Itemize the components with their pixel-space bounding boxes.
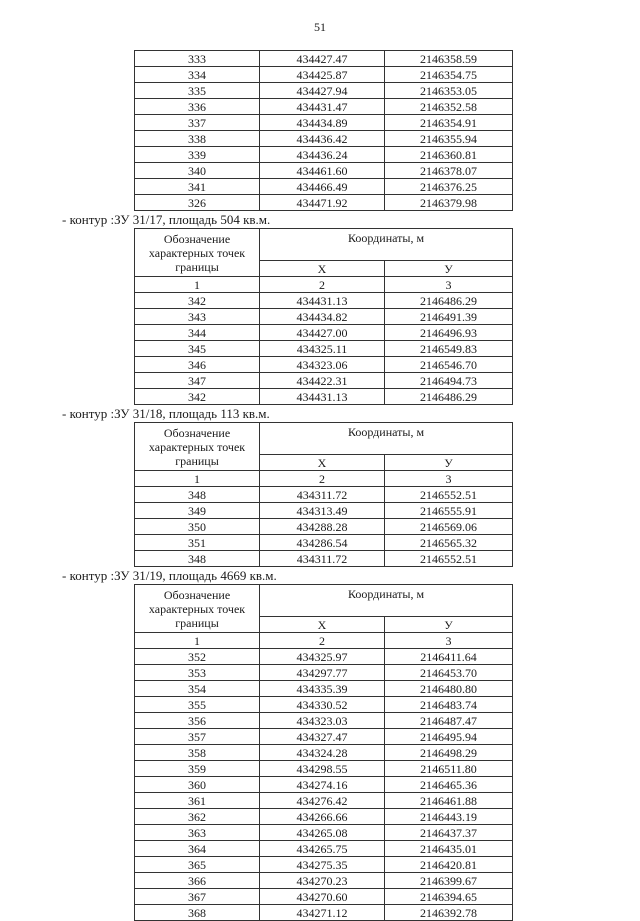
x-coordinate-cell: 434297.77 (260, 665, 385, 681)
y-coordinate-cell: 2146399.67 (385, 873, 513, 889)
x-coordinate-cell: 434434.82 (260, 309, 385, 325)
point-number-cell: 346 (135, 357, 260, 373)
table-row (135, 681, 513, 697)
table-row (135, 341, 513, 357)
table-row (135, 519, 513, 535)
table-row (135, 777, 513, 793)
coordinates-header: Координаты, м (260, 423, 513, 455)
table-row (135, 293, 513, 309)
x-coordinate-cell: 434471.92 (260, 195, 385, 211)
point-number-cell: 366 (135, 873, 260, 889)
designation-header: Обозначение характерных точек границы (135, 423, 260, 471)
y-coordinate-cell: 2146465.36 (385, 777, 513, 793)
point-number-cell: 334 (135, 67, 260, 83)
designation-header: Обозначение характерных точек границы (135, 229, 260, 277)
x-coordinate-cell: 434275.35 (260, 857, 385, 873)
y-header: У (385, 261, 513, 277)
table-row (135, 697, 513, 713)
point-number-cell: 347 (135, 373, 260, 389)
x-coordinate-cell: 434324.28 (260, 745, 385, 761)
point-number-cell: 348 (135, 487, 260, 503)
point-number-cell: 352 (135, 649, 260, 665)
contour-heading: - контур :ЗУ 31/17, площадь 504 кв.м. (62, 212, 271, 227)
x-coordinate-cell: 434286.54 (260, 535, 385, 551)
column-number: 2 (260, 633, 385, 649)
x-coordinate-cell: 434461.60 (260, 163, 385, 179)
table-row (135, 825, 513, 841)
y-coordinate-cell: 2146376.25 (385, 179, 513, 195)
coordinates-table (134, 228, 513, 405)
x-coordinate-cell: 434288.28 (260, 519, 385, 535)
point-number-cell: 343 (135, 309, 260, 325)
y-coordinate-cell: 2146483.74 (385, 697, 513, 713)
table-row (135, 195, 513, 211)
y-coordinate-cell: 2146394.65 (385, 889, 513, 905)
table-row (135, 729, 513, 745)
table-row (135, 809, 513, 825)
x-coordinate-cell: 434436.24 (260, 147, 385, 163)
x-coordinate-cell: 434436.42 (260, 131, 385, 147)
coordinates-table-continued (134, 50, 513, 211)
table-row (135, 841, 513, 857)
table-row (135, 99, 513, 115)
table-header-row (135, 423, 513, 455)
table-row (135, 889, 513, 905)
table-row (135, 179, 513, 195)
point-number-cell: 326 (135, 195, 260, 211)
column-number-row (135, 471, 513, 487)
table-row (135, 761, 513, 777)
y-coordinate-cell: 2146549.83 (385, 341, 513, 357)
x-coordinate-cell: 434434.89 (260, 115, 385, 131)
table-row (135, 131, 513, 147)
table-row (135, 309, 513, 325)
x-coordinate-cell: 434323.03 (260, 713, 385, 729)
y-coordinate-cell: 2146486.29 (385, 389, 513, 405)
column-number: 2 (260, 277, 385, 293)
x-coordinate-cell: 434327.47 (260, 729, 385, 745)
y-coordinate-cell: 2146352.58 (385, 99, 513, 115)
table-row (135, 357, 513, 373)
x-coordinate-cell: 434335.39 (260, 681, 385, 697)
table-row (135, 665, 513, 681)
x-coordinate-cell: 434265.08 (260, 825, 385, 841)
point-number-cell: 365 (135, 857, 260, 873)
page-number: 51 (314, 20, 326, 34)
point-number-cell: 350 (135, 519, 260, 535)
x-coordinate-cell: 434266.66 (260, 809, 385, 825)
y-coordinate-cell: 2146569.06 (385, 519, 513, 535)
y-coordinate-cell: 2146461.88 (385, 793, 513, 809)
table-row (135, 51, 513, 67)
y-coordinate-cell: 2146420.81 (385, 857, 513, 873)
y-coordinate-cell: 2146511.80 (385, 761, 513, 777)
point-number-cell: 363 (135, 825, 260, 841)
point-number-cell: 362 (135, 809, 260, 825)
x-header: X (260, 455, 385, 471)
point-number-cell: 364 (135, 841, 260, 857)
contour-heading: - контур :ЗУ 31/19, площадь 4669 кв.м. (62, 568, 277, 583)
point-number-cell: 358 (135, 745, 260, 761)
point-number-cell: 355 (135, 697, 260, 713)
y-coordinate-cell: 2146435.01 (385, 841, 513, 857)
column-number-row (135, 633, 513, 649)
point-number-cell: 342 (135, 389, 260, 405)
point-number-cell: 335 (135, 83, 260, 99)
point-number-cell: 359 (135, 761, 260, 777)
point-number-cell: 368 (135, 905, 260, 921)
x-coordinate-cell: 434325.97 (260, 649, 385, 665)
y-coordinate-cell: 2146360.81 (385, 147, 513, 163)
table-row (135, 389, 513, 405)
table-row (135, 793, 513, 809)
x-coordinate-cell: 434323.06 (260, 357, 385, 373)
table-row (135, 83, 513, 99)
point-number-cell: 345 (135, 341, 260, 357)
point-number-cell: 367 (135, 889, 260, 905)
table-row (135, 745, 513, 761)
table-header-row (135, 229, 513, 261)
y-coordinate-cell: 2146355.94 (385, 131, 513, 147)
table-row (135, 325, 513, 341)
column-number: 1 (135, 277, 260, 293)
y-coordinate-cell: 2146379.98 (385, 195, 513, 211)
column-number: 1 (135, 471, 260, 487)
x-header: X (260, 261, 385, 277)
point-number-cell: 337 (135, 115, 260, 131)
y-coordinate-cell: 2146378.07 (385, 163, 513, 179)
point-number-cell: 360 (135, 777, 260, 793)
table-row (135, 713, 513, 729)
point-number-cell: 339 (135, 147, 260, 163)
x-header: X (260, 617, 385, 633)
y-coordinate-cell: 2146354.91 (385, 115, 513, 131)
table-row (135, 373, 513, 389)
y-coordinate-cell: 2146494.73 (385, 373, 513, 389)
column-number-row (135, 277, 513, 293)
x-coordinate-cell: 434311.72 (260, 551, 385, 567)
y-coordinate-cell: 2146565.32 (385, 535, 513, 551)
y-coordinate-cell: 2146392.78 (385, 905, 513, 921)
designation-header: Обозначение характерных точек границы (135, 585, 260, 633)
y-coordinate-cell: 2146546.70 (385, 357, 513, 373)
table-row (135, 551, 513, 567)
y-coordinate-cell: 2146354.75 (385, 67, 513, 83)
y-coordinate-cell: 2146552.51 (385, 551, 513, 567)
table-row (135, 67, 513, 83)
table-row (135, 503, 513, 519)
point-number-cell: 353 (135, 665, 260, 681)
y-header: У (385, 455, 513, 471)
table-row (135, 535, 513, 551)
x-coordinate-cell: 434325.11 (260, 341, 385, 357)
y-coordinate-cell: 2146495.94 (385, 729, 513, 745)
point-number-cell: 338 (135, 131, 260, 147)
point-number-cell: 333 (135, 51, 260, 67)
y-coordinate-cell: 2146496.93 (385, 325, 513, 341)
x-coordinate-cell: 434265.75 (260, 841, 385, 857)
x-coordinate-cell: 434271.12 (260, 905, 385, 921)
column-number: 3 (385, 277, 513, 293)
table-row (135, 873, 513, 889)
x-coordinate-cell: 434431.13 (260, 389, 385, 405)
x-coordinate-cell: 434422.31 (260, 373, 385, 389)
y-coordinate-cell: 2146437.37 (385, 825, 513, 841)
coordinates-table (134, 584, 513, 921)
y-coordinate-cell: 2146358.59 (385, 51, 513, 67)
x-coordinate-cell: 434311.72 (260, 487, 385, 503)
x-coordinate-cell: 434313.49 (260, 503, 385, 519)
table-row (135, 115, 513, 131)
document-body (0, 50, 640, 921)
point-number-cell: 342 (135, 293, 260, 309)
point-number-cell: 348 (135, 551, 260, 567)
column-number: 3 (385, 471, 513, 487)
x-coordinate-cell: 434276.42 (260, 793, 385, 809)
table-header-row (135, 585, 513, 617)
contour-heading: - контур :ЗУ 31/18, площадь 113 кв.м. (62, 406, 270, 421)
coordinates-header: Координаты, м (260, 229, 513, 261)
x-coordinate-cell: 434330.52 (260, 697, 385, 713)
y-coordinate-cell: 2146443.19 (385, 809, 513, 825)
point-number-cell: 356 (135, 713, 260, 729)
point-number-cell: 341 (135, 179, 260, 195)
column-number: 2 (260, 471, 385, 487)
coordinates-header: Координаты, м (260, 585, 513, 617)
x-coordinate-cell: 434431.13 (260, 293, 385, 309)
x-coordinate-cell: 434270.23 (260, 873, 385, 889)
table-row (135, 905, 513, 921)
y-coordinate-cell: 2146353.05 (385, 83, 513, 99)
x-coordinate-cell: 434427.94 (260, 83, 385, 99)
y-header: У (385, 617, 513, 633)
point-number-cell: 344 (135, 325, 260, 341)
x-coordinate-cell: 434425.87 (260, 67, 385, 83)
point-number-cell: 354 (135, 681, 260, 697)
column-number: 3 (385, 633, 513, 649)
y-coordinate-cell: 2146491.39 (385, 309, 513, 325)
x-coordinate-cell: 434427.00 (260, 325, 385, 341)
table-row (135, 649, 513, 665)
x-coordinate-cell: 434427.47 (260, 51, 385, 67)
x-coordinate-cell: 434298.55 (260, 761, 385, 777)
y-coordinate-cell: 2146498.29 (385, 745, 513, 761)
table-row (135, 857, 513, 873)
table-row (135, 163, 513, 179)
y-coordinate-cell: 2146555.91 (385, 503, 513, 519)
x-coordinate-cell: 434431.47 (260, 99, 385, 115)
column-number: 1 (135, 633, 260, 649)
y-coordinate-cell: 2146487.47 (385, 713, 513, 729)
coordinates-table (134, 422, 513, 567)
x-coordinate-cell: 434270.60 (260, 889, 385, 905)
y-coordinate-cell: 2146486.29 (385, 293, 513, 309)
x-coordinate-cell: 434274.16 (260, 777, 385, 793)
point-number-cell: 336 (135, 99, 260, 115)
point-number-cell: 340 (135, 163, 260, 179)
y-coordinate-cell: 2146480.80 (385, 681, 513, 697)
point-number-cell: 361 (135, 793, 260, 809)
point-number-cell: 351 (135, 535, 260, 551)
y-coordinate-cell: 2146411.64 (385, 649, 513, 665)
point-number-cell: 349 (135, 503, 260, 519)
table-row (135, 147, 513, 163)
x-coordinate-cell: 434466.49 (260, 179, 385, 195)
point-number-cell: 357 (135, 729, 260, 745)
table-row (135, 487, 513, 503)
y-coordinate-cell: 2146453.70 (385, 665, 513, 681)
y-coordinate-cell: 2146552.51 (385, 487, 513, 503)
